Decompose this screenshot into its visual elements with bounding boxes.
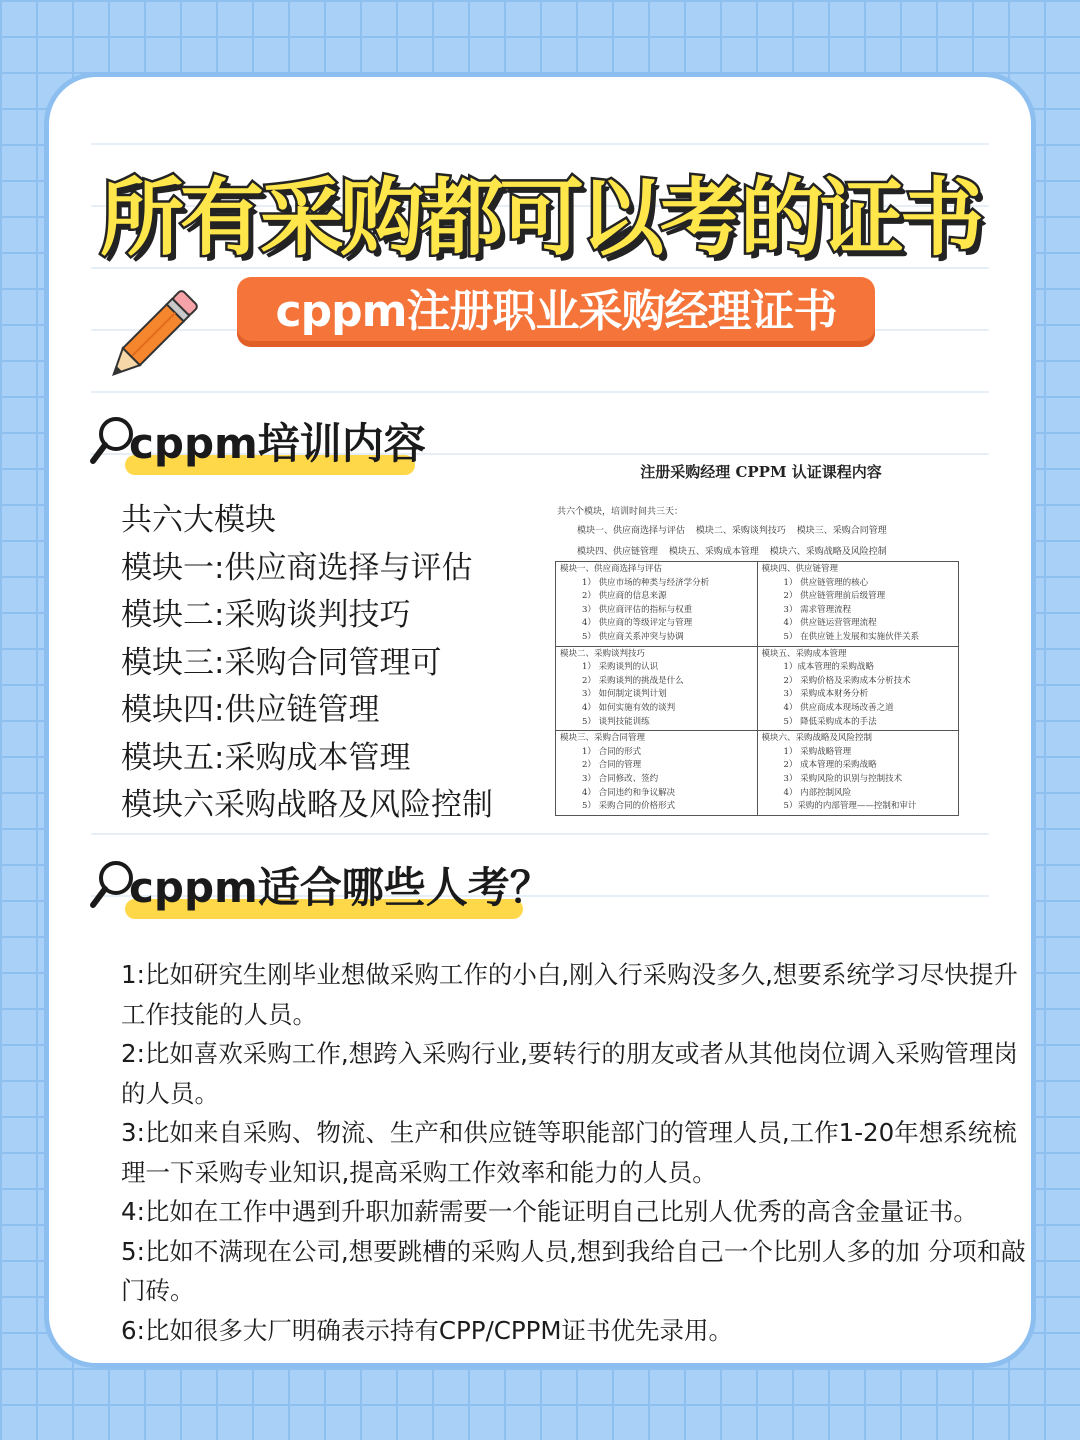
list-item: 模块五:采购成本管理 <box>121 739 411 776</box>
doc-cell-item: 1） 采购战略管理 <box>783 746 852 757</box>
doc-cell-item: 3） 供应商评估的指标与权重 <box>582 604 693 615</box>
doc-cell-item: 1） 供应链管理的核心 <box>783 577 869 588</box>
section-audience-heading <box>89 855 552 925</box>
list-item: 4:比如在工作中遇到升职加薪需要一个能证明自己比别人优秀的高含金量证书。 <box>121 1197 978 1226</box>
doc-cell-item: 4） 合同违约和争议解决 <box>582 787 676 798</box>
doc-cell-item: 5） 降低采购成本的手法 <box>783 716 877 727</box>
list-item: 5:比如不满现在公司,想要跳槽的采购人员,想到我给自己一个比别人多的加 分项和敲门砖。 <box>121 1236 1026 1305</box>
doc-cell-item: 1） 采购谈判的认识 <box>582 662 659 673</box>
list-item: 模块四:供应链管理 <box>121 692 380 728</box>
list-item: 共六大模块 <box>121 502 276 538</box>
page-title: 所有采购都可以考的证书 <box>99 169 980 267</box>
doc-cell-item: 3） 需求管理流程 <box>783 604 852 615</box>
doc-cell-title: 模块六、采购战略及风险控制 <box>761 733 873 744</box>
doc-cell-item: 1） 合同的形式 <box>582 746 642 757</box>
doc-cell-title: 模块三、采购合同管理 <box>560 733 646 744</box>
doc-cell-item: 2） 成本管理的采购战略 <box>783 760 877 771</box>
content-card <box>44 72 1036 1368</box>
doc-cell-item: 5）采购的内部管理——控制和审计 <box>783 801 917 812</box>
list-item: 1:比如研究生刚毕业想做采购工作的小白,刚入行采购没多久,想要系统学习尽快提升工作技能的人员。 <box>121 960 1018 1029</box>
list-item: 模块三:采购合同管理可 <box>121 644 442 681</box>
ruled-line <box>91 833 989 835</box>
doc-cell <box>556 562 758 647</box>
section-heading-text: cppm培训内容 <box>129 419 426 468</box>
doc-cell-item: 4） 供应商成本现场改善之道 <box>783 702 894 713</box>
doc-cell-title: 模块一、供应商选择与评估 <box>560 564 663 574</box>
doc-cell-item: 5） 在供应链上发展和实施伙伴关系 <box>783 631 920 642</box>
pencil-icon <box>99 289 199 389</box>
doc-cell-item: 2） 采购价格及采购成本分析技术 <box>783 675 911 686</box>
course-document-image <box>553 461 969 811</box>
doc-cell-item: 5） 供应商关系冲突与协调 <box>582 631 684 642</box>
doc-cell-item: 2） 供应链管理前后级管理 <box>783 591 886 602</box>
doc-cell-item: 5） 谈判技能训练 <box>582 716 650 727</box>
doc-cell-item: 4） 供应链运营管理流程 <box>783 618 877 629</box>
doc-cell-item: 4） 如何实施有效的谈判 <box>582 702 676 713</box>
doc-cell <box>757 562 959 647</box>
ruled-line <box>91 143 989 145</box>
audience-list <box>121 955 1026 1350</box>
list-item: 模块一:供应商选择与评估 <box>121 549 473 586</box>
doc-cell-title: 模块四、供应链管理 <box>761 564 839 574</box>
doc-cell-item: 3） 采购风险的识别与控制技术 <box>783 773 903 784</box>
doc-cell-item: 4） 供应商的等级评定与管理 <box>582 618 693 629</box>
doc-cell-item: 2） 供应商的信息来源 <box>582 591 667 602</box>
doc-cell-item: 2） 采购谈判的挑战是什么 <box>582 675 684 686</box>
doc-summary: 模块四、供应链管理 模块五、采购成本管理 模块六、采购战略及风险控制 <box>577 547 887 557</box>
list-item: 3:比如来自采购、物流、生产和供应链等职能部门的管理人员,工作1-20年想系统梳理一下采购专业知识,提高采购工作效率和能力的人员。 <box>121 1118 1017 1187</box>
doc-cell-item: 1） 供应市场的种类与经济学分析 <box>582 577 710 588</box>
ruled-line <box>91 391 989 393</box>
doc-cell-item: 4） 内部控制风险 <box>783 787 852 798</box>
doc-cell <box>757 731 959 816</box>
doc-cell-item: 3） 如何制定谈判计划 <box>582 689 667 700</box>
doc-cell-item: 3） 合同修改、签约 <box>582 773 659 784</box>
list-item: 6:比如很多大厂明确表示持有CPP/CPPM证书优先录用。 <box>121 1315 734 1345</box>
doc-cell <box>556 731 758 816</box>
doc-cell <box>556 646 758 731</box>
doc-cell-item: 3） 采购成本财务分析 <box>783 689 869 700</box>
doc-cell-item: 5） 采购合同的价格形式 <box>582 801 676 812</box>
section-heading-text: cppm适合哪些人考？ <box>129 863 552 912</box>
doc-cell-title: 模块五、采购成本管理 <box>761 648 847 659</box>
doc-intro: 共六个模块，培训时间共三天： <box>557 507 684 517</box>
doc-cell-title: 模块二、采购谈判技巧 <box>560 648 646 659</box>
subtitle-banner: cppm注册职业采购经理证书 <box>237 277 875 347</box>
doc-title: 注册采购经理 CPPM 认证课程内容 <box>640 463 882 481</box>
doc-cell <box>757 646 959 731</box>
doc-cell-item: 1）成本管理的采购战略 <box>783 662 874 673</box>
section-training-heading <box>89 411 429 481</box>
list-item: 模块二:采购谈判技巧 <box>121 597 411 633</box>
list-item: 模块六采购战略及风险控制 <box>121 787 493 823</box>
module-list <box>121 497 493 830</box>
doc-summary: 模块一、供应商选择与评估 模块二、采购谈判技巧 模块三、采购合同管理 <box>577 526 887 536</box>
doc-table <box>555 561 959 816</box>
doc-cell-item: 2） 合同的管理 <box>582 760 642 771</box>
list-item: 2:比如喜欢采购工作,想跨入采购行业,要转行的朋友或者从其他岗位调入采购管理岗的人员。 <box>121 1039 1018 1108</box>
